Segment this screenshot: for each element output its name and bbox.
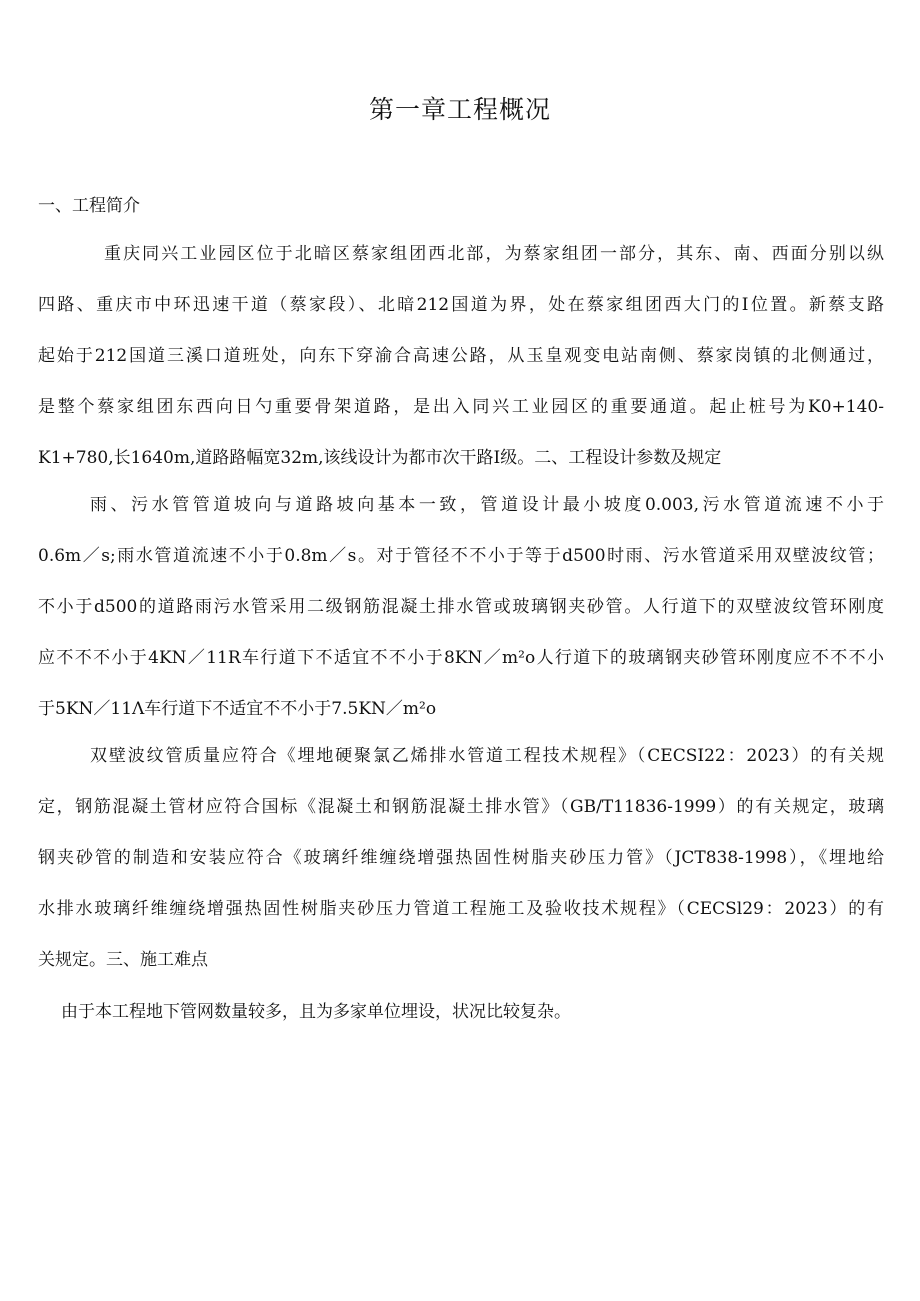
paragraph-difficulties — [61, 996, 907, 1047]
paragraph-line: 重庆同兴工业园区位于北暗区蔡家组团西北部，为蔡家组团一部分，其东、南、西面分别以纵 — [104, 244, 884, 264]
section-heading: 一、工程简介 — [38, 196, 140, 216]
paragraph-line: 四路、重庆市中环迅速干道（蔡家段）、北暗212国道为界，处在蔡家组团西大门的Ⅰ位置。新蔡支路 — [38, 295, 884, 315]
paragraph-line: K1+780,长1640m,道路路幅宽32m,该线设计为都市次干路Ⅰ级。二、工程设计参数及规定 — [38, 448, 722, 468]
paragraph-line: 于5KN／11Λ车行道下不适宜不不小于7.5KN／m²o — [38, 699, 437, 719]
paragraph-line: 水排水玻璃纤维缠绕增强热固性树脂夹砂压力管道工程施工及验收技术规程》（CECSl29：2023）的有 — [38, 899, 884, 919]
paragraph-project-intro — [38, 238, 884, 493]
paragraph-line: 应不不不小于4KN／11R车行道下不适宜不不小于8KN／m²o人行道下的玻璃钢夹砂管环刚度应不不不小 — [38, 648, 884, 668]
paragraph-line: 定，钢筋混凝土管材应符合国标《混凝土和钢筋混凝土排水管》（GB/T11836-1999）的有关规定，玻璃 — [38, 797, 884, 817]
paragraph-line: 0.6m／s;雨水管道流速不小于0.8m／s。对于管径不不小于等于d500时雨、污水管道采用双壁波纹管； — [38, 546, 884, 566]
page-title: 第一章工程概况 — [368, 95, 551, 124]
paragraph-line: 是整个蔡家组团东西向日勺重要骨架道路，是出入同兴工业园区的重要通道。起止桩号为K0+140- — [38, 397, 884, 417]
paragraph-standards — [38, 740, 884, 995]
paragraph-line: 关规定。三、施工难点 — [38, 950, 208, 970]
paragraph-line: 起始于212国道三溪口道班处，向东下穿渝合高速公路，从玉皇观变电站南侧、蔡家岗镇的北侧通过， — [38, 346, 884, 366]
paragraph-design-parameters — [38, 489, 884, 744]
paragraph-line: 双壁波纹管质量应符合《埋地硬聚氯乙烯排水管道工程技术规程》（CECSI22：2023）的有关规 — [90, 746, 884, 766]
paragraph-line: 由于本工程地下管网数量较多，且为多家单位埋设，状况比较复杂。 — [61, 1002, 571, 1022]
paragraph-line: 雨、污水管管道坡向与道路坡向基本一致，管道设计最小坡度0.003,污水管道流速不小于 — [90, 495, 884, 515]
paragraph-line: 不小于d500的道路雨污水管采用二级钢筋混凝土排水管或玻璃钢夹砂管。人行道下的双壁波纹管环刚度 — [38, 597, 884, 617]
paragraph-line: 钢夹砂管的制造和安装应符合《玻璃纤维缠绕增强热固性树脂夹砂压力管》（JCT838-1998），《埋地给 — [38, 848, 884, 868]
